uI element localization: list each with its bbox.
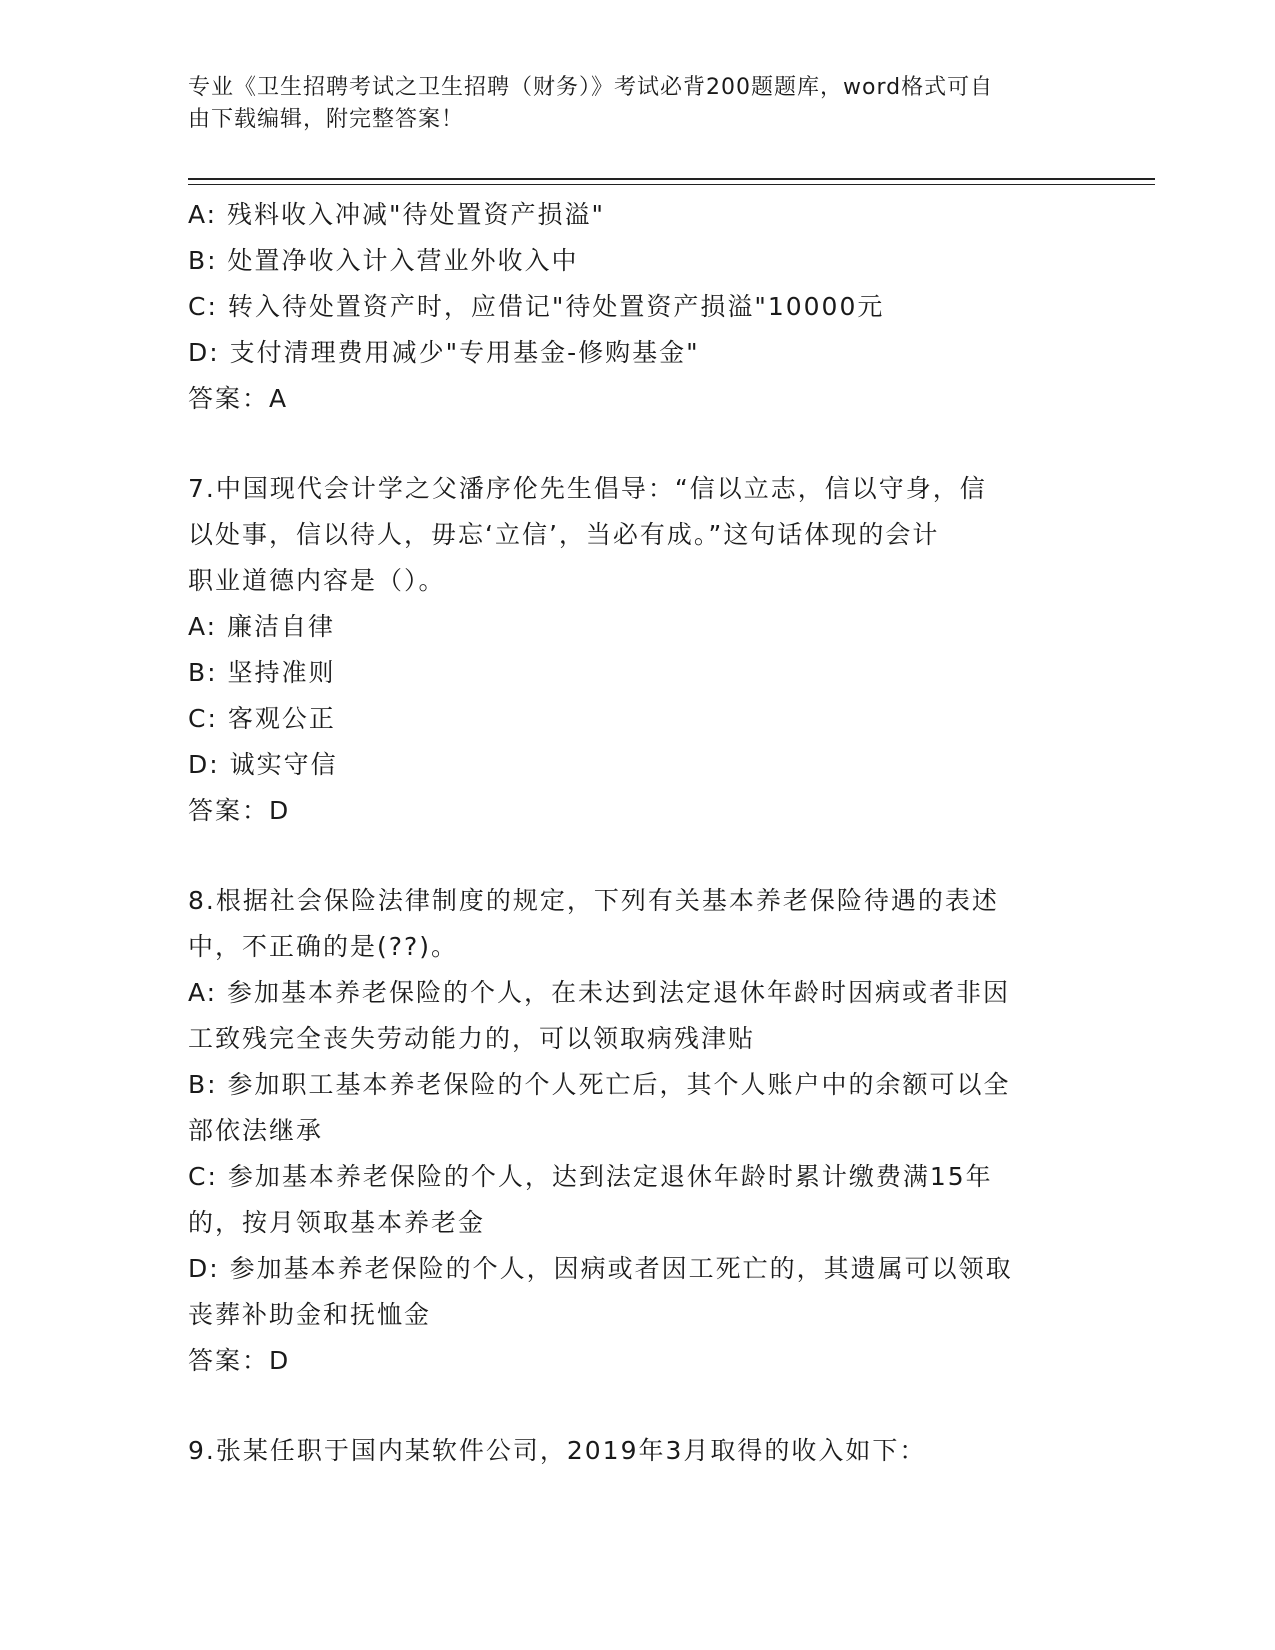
- document-header: [188, 72, 1088, 136]
- option-a: A: 残料收入冲减"待处置资产损溢": [188, 200, 606, 229]
- question-content: [188, 192, 1088, 1474]
- option-d: D: 诚实守信: [188, 750, 338, 779]
- question-text: 8.根据社会保险法律制度的规定，下列有关基本养老保险待遇的表述: [188, 886, 999, 915]
- option-b: B: 参加职工基本养老保险的个人死亡后，其个人账户中的余额可以全: [188, 1070, 1011, 1099]
- header-line-1: 专业《卫生招聘考试之卫生招聘（财务）》考试必背200题题库，word格式可自: [188, 75, 994, 100]
- option-a-continued: 工致残完全丧失劳动能力的，可以领取病残津贴: [188, 1024, 756, 1053]
- option-d-continued: 丧葬补助金和抚恤金: [188, 1300, 432, 1329]
- question-6-block: [188, 192, 1088, 422]
- header-divider-thick: [188, 178, 1155, 180]
- option-b: B: 坚持准则: [188, 658, 336, 687]
- option-c: C: 参加基本养老保险的个人，达到法定退休年龄时累计缴费满15年: [188, 1162, 993, 1191]
- question-text: 中，不正确的是(??)。: [188, 932, 459, 961]
- question-text: 以处事，信以待人，毋忘‘立信’，当必有成。”这句话体现的会计: [188, 520, 940, 549]
- spacer: [188, 422, 1088, 466]
- question-text: 9.张某任职于国内某软件公司，2019年3月取得的收入如下：: [188, 1436, 927, 1465]
- question-text: 职业道德内容是（）。: [188, 566, 446, 595]
- option-c: C: 客观公正: [188, 704, 336, 733]
- option-b-continued: 部依法继承: [188, 1116, 324, 1145]
- question-text: 7.中国现代会计学之父潘序伦先生倡导：“信以立志，信以守身，信: [188, 474, 987, 503]
- answer: 答案：D: [188, 796, 291, 825]
- option-c-continued: 的，按月领取基本养老金: [188, 1208, 486, 1237]
- option-a: A: 廉洁自律: [188, 612, 336, 641]
- question-8-block: [188, 878, 1088, 1384]
- header-line-2: 由下载编辑，附完整答案！: [188, 107, 465, 132]
- option-d: D: 参加基本养老保险的个人，因病或者因工死亡的，其遗属可以领取: [188, 1254, 1013, 1283]
- spacer: [188, 1384, 1088, 1428]
- option-c: C: 转入待处置资产时，应借记"待处置资产损溢"10000元: [188, 292, 885, 321]
- option-d: D: 支付清理费用减少"专用基金-修购基金": [188, 338, 700, 367]
- option-b: B: 处置净收入计入营业外收入中: [188, 246, 579, 275]
- answer: 答案：A: [188, 384, 289, 413]
- answer: 答案：D: [188, 1346, 291, 1375]
- spacer: [188, 834, 1088, 878]
- question-9-block: [188, 1428, 1088, 1474]
- question-7-block: [188, 466, 1088, 834]
- option-a: A: 参加基本养老保险的个人，在未达到法定退休年龄时因病或者非因: [188, 978, 1011, 1007]
- header-divider-thin: [188, 184, 1155, 185]
